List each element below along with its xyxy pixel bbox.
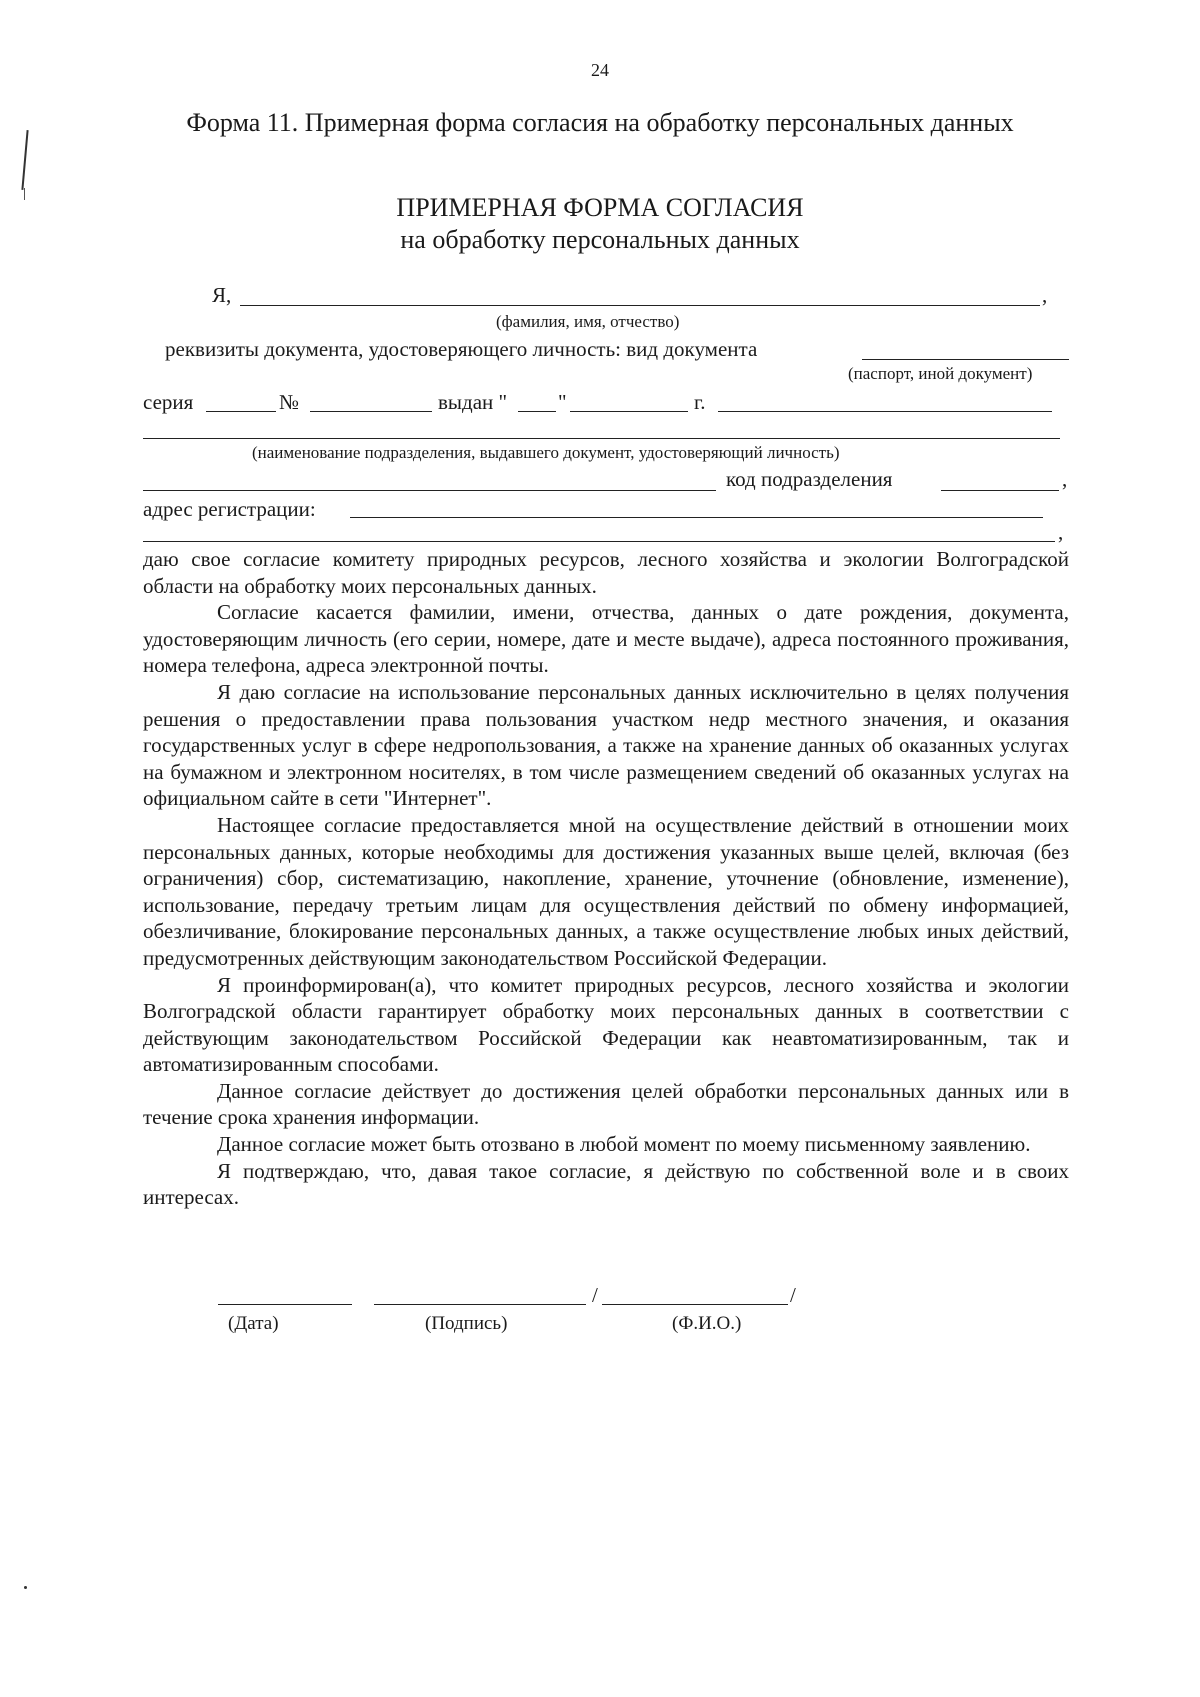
address-line-2[interactable] bbox=[143, 541, 1055, 542]
document-title-line2: на обработку персональных данных bbox=[400, 225, 800, 254]
fio-line[interactable] bbox=[240, 305, 1040, 306]
margin-mark bbox=[21, 130, 28, 190]
date-line[interactable] bbox=[218, 1304, 352, 1305]
subdivision-comma: , bbox=[1062, 467, 1068, 491]
doc-requisites-label: реквизиты документа, удостоверяющего личность: вид документа bbox=[165, 337, 758, 361]
fio-caption: (фамилия, имя, отчество) bbox=[496, 312, 680, 331]
signature-fio-line[interactable] bbox=[602, 1304, 788, 1305]
number-label: № bbox=[279, 390, 300, 414]
signature-line[interactable] bbox=[374, 1304, 586, 1305]
number-line[interactable] bbox=[310, 411, 432, 412]
paragraph: Я проинформирован(а), что комитет природных ресурсов, лесного хозяйства и экологии Волгоградской области гарантирует обработку моих персональных данных в соответствии с действующим законодательством Российской Федерации как неавтоматизированным, так и автоматизированным способами. bbox=[143, 972, 1069, 1077]
issuer-caption: (наименование подразделения, выдавшего документ, удостоверяющий личность) bbox=[252, 443, 840, 462]
paragraph: Я подтверждаю, что, давая такое согласие, я действую по собственной воле и в своих интересах. bbox=[143, 1158, 1069, 1210]
scan-dot bbox=[24, 1586, 27, 1589]
address-label: адрес регистрации: bbox=[143, 497, 316, 521]
paragraph: даю свое согласие комитету природных ресурсов, лесного хозяйства и экологии Волгоградской области на обработку моих персональных данных. bbox=[143, 547, 1069, 598]
issued-label: выдан " bbox=[438, 390, 508, 414]
consent-body bbox=[143, 546, 1069, 1211]
issuer-line[interactable] bbox=[143, 438, 1060, 439]
document-title bbox=[0, 192, 1200, 256]
year-label: г. bbox=[694, 390, 706, 414]
document-title-line1: ПРИМЕРНАЯ ФОРМА СОГЛАСИЯ bbox=[396, 193, 804, 222]
series-line[interactable] bbox=[206, 411, 276, 412]
fio-signature-caption: (Ф.И.О.) bbox=[672, 1313, 742, 1334]
series-label: серия bbox=[143, 390, 194, 414]
issued-month-line[interactable] bbox=[570, 411, 688, 412]
address-comma: , bbox=[1058, 520, 1064, 544]
subdivision-code-line[interactable] bbox=[941, 490, 1059, 491]
paragraph: Данное согласие может быть отозвано в любой момент по моему письменному заявлению. bbox=[217, 1132, 1031, 1157]
issued-day-line[interactable] bbox=[518, 411, 556, 412]
subdivision-code-label: код подразделения bbox=[726, 467, 893, 491]
signature-caption: (Подпись) bbox=[425, 1313, 508, 1334]
paragraph: Настоящее согласие предоставляется мной на осуществление действий в отношении моих персональных данных, которые необходимы для достижения указанных выше целей, включая (без ограничения) сбор, систематизацию, накопление, хранение, уточнение (обновление, изменение), использование, передачу третьим лицам для осуществления действий по обмену информацией, обезличивание, блокирование персональных данных, а также осуществление любых иных действий, предусмотренных действующим законодательством Российской Федерации. bbox=[143, 812, 1069, 970]
issued-quote: " bbox=[558, 390, 567, 414]
address-line[interactable] bbox=[350, 517, 1043, 518]
date-caption: (Дата) bbox=[228, 1313, 279, 1334]
signature-slash-right: / bbox=[790, 1283, 796, 1307]
page-number: 24 bbox=[591, 60, 609, 80]
doc-type-line[interactable] bbox=[862, 359, 1069, 360]
form-heading: Форма 11. Примерная форма согласия на обработку персональных данных bbox=[186, 108, 1014, 137]
paragraph: Данное согласие действует до достижения целей обработки персональных данных или в течение срока хранения информации. bbox=[143, 1078, 1069, 1130]
issuer-line-2[interactable] bbox=[143, 490, 716, 491]
paragraph: Согласие касается фамилии, имени, отчества, данных о дате рождения, документа, удостоверяющим личность (его серии, номере, дате и месте выдаче), адреса постоянного проживания, номера телефона, адреса электронной почты. bbox=[143, 600, 1069, 678]
i-label: Я, bbox=[212, 283, 232, 307]
paragraph: Я даю согласие на использование персональных данных исключительно в целях получения решения о предоставлении права пользования участком недр местного значения, и оказания государственных услуг в сфере недропользования, а также на хранение данных об оказанных услугах на бумажном и электронном носителях, в том числе размещением сведений об оказанных услугах на официальном сайте в сети "Интернет". bbox=[143, 679, 1069, 811]
signature-slash-left: / bbox=[592, 1283, 598, 1307]
fio-comma: , bbox=[1042, 283, 1048, 307]
issued-year-line[interactable] bbox=[718, 411, 1052, 412]
doc-type-caption: (паспорт, иной документ) bbox=[848, 364, 1033, 383]
